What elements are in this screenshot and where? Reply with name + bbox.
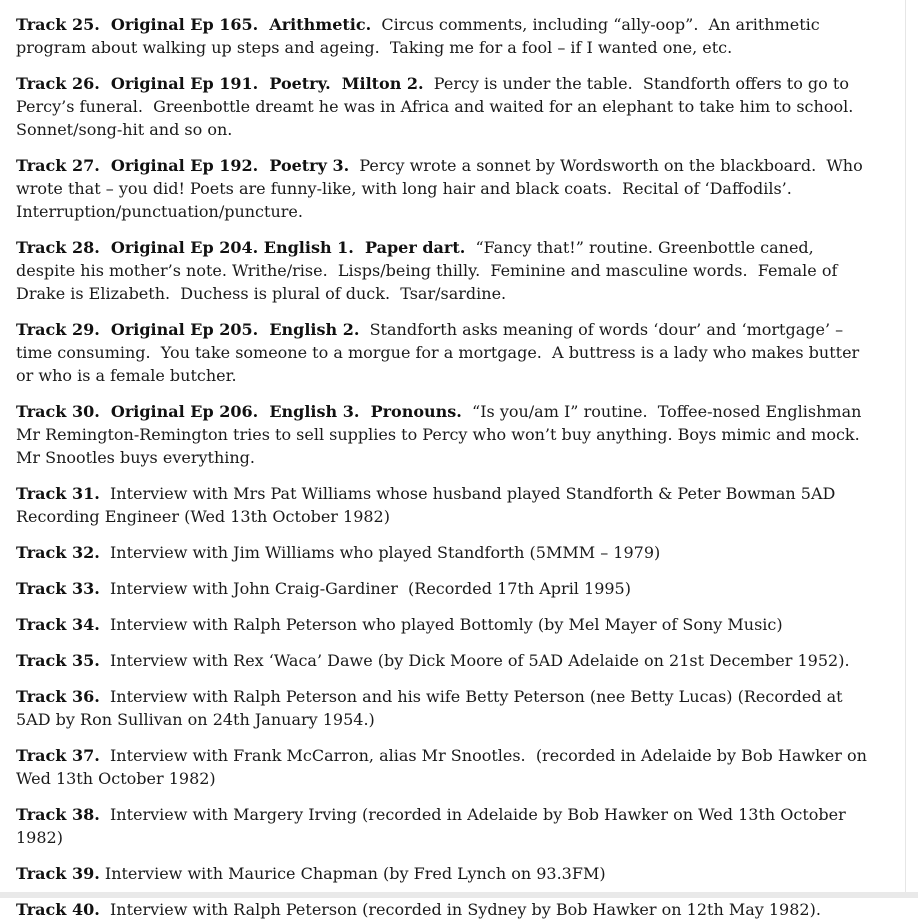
track-body: Standforth asks meaning of words ‘dour’ and ‘mortgage’ – time consuming. You take someone to a morgue for a mortgage. A buttress is a lady who makes butter or who is a female butcher. xyxy=(16,320,865,385)
track-entry xyxy=(16,803,876,849)
track-heading: Track 37. xyxy=(16,746,100,765)
track-entry xyxy=(16,649,876,672)
track-entry xyxy=(16,541,876,564)
track-heading: Track 38. xyxy=(16,805,100,824)
track-body: Interview with Rex ‘Waca’ Dawe (by Dick Moore of 5AD Adelaide on 21st December 1952). xyxy=(99,651,850,670)
track-body: Interview with Jim Williams who played Standforth (5MMM – 1979) xyxy=(99,543,661,562)
track-heading: Track 32. xyxy=(16,543,100,562)
track-heading: Track 39. xyxy=(16,864,100,883)
track-heading: Track 26. Original Ep 191. Poetry. Milton 2. xyxy=(16,74,424,93)
track-entry xyxy=(16,862,876,885)
track-body: Percy is under the table. Standforth offers to go to Percy’s funeral. Greenbottle dreamt he was in Africa and waited for an elephant to take him to school. Sonnet/song-hit and so on. xyxy=(16,74,864,139)
track-heading: Track 34. xyxy=(16,615,100,634)
track-entry xyxy=(16,613,876,636)
track-entry xyxy=(16,72,876,141)
track-entry xyxy=(16,13,876,59)
track-body: Interview with Margery Irving (recorded in Adelaide by Bob Hawker on Wed 13th October 1982) xyxy=(16,805,851,847)
track-entry xyxy=(16,898,876,921)
track-body: Interview with Ralph Peterson and his wife Betty Peterson (nee Betty Lucas) (Recorded at 5AD by Ron Sullivan on 24th January 1954.) xyxy=(16,687,848,729)
track-entry xyxy=(16,400,876,469)
track-body: “Fancy that!” routine. Greenbottle caned, despite his mother’s note. Writhe/rise. Lisps/being thilly. Feminine and masculine words. Female of Drake is Elizabeth. Duchess is plural of duck. Tsar/sardine. xyxy=(16,238,843,303)
track-body: Circus comments, including “ally-oop”. An arithmetic program about walking up steps and ageing. Taking me for a fool – if I wanted one, etc. xyxy=(16,15,825,57)
track-entry xyxy=(16,482,876,528)
track-heading: Track 30. Original Ep 206. English 3. Pronouns. xyxy=(16,402,462,421)
track-body: Interview with John Craig-Gardiner (Recorded 17th April 1995) xyxy=(99,579,631,598)
track-body: “Is you/am I” routine. Toffee-nosed Englishman Mr Remington-Remington tries to sell supplies to Percy who won’t buy anything. Boys mimic and mock. Mr Snootles buys everything. xyxy=(16,402,870,467)
track-heading: Track 25. Original Ep 165. Arithmetic. xyxy=(16,15,372,34)
track-heading: Track 31. xyxy=(16,484,100,503)
track-body: Interview with Maurice Chapman (by Fred Lynch on 93.3FM) xyxy=(99,864,606,883)
track-heading: Track 33. xyxy=(16,579,100,598)
track-body: Interview with Ralph Peterson who played Bottomly (by Mel Mayer of Sony Music) xyxy=(99,615,783,634)
track-body: Percy wrote a sonnet by Wordsworth on the blackboard. Who wrote that – you did! Poets are funny-like, with long hair and black coats. Recital of ‘Daffodils’. Interruption/punctuation/puncture. xyxy=(16,156,868,221)
track-heading: Track 40. xyxy=(16,900,100,919)
track-heading: Track 36. xyxy=(16,687,100,706)
track-entry xyxy=(16,318,876,387)
track-heading: Track 35. xyxy=(16,651,100,670)
track-body: Interview with Ralph Peterson (recorded in Sydney by Bob Hawker on 12th May 1982). xyxy=(99,900,821,919)
track-heading: Track 27. Original Ep 192. Poetry 3. xyxy=(16,156,350,175)
track-entry xyxy=(16,744,876,790)
track-entry xyxy=(16,236,876,305)
track-heading: Track 29. Original Ep 205. English 2. xyxy=(16,320,360,339)
track-body: Interview with Frank McCarron, alias Mr Snootles. (recorded in Adelaide by Bob Hawker on Wed 13th October 1982) xyxy=(16,746,872,788)
track-entry xyxy=(16,154,876,223)
track-entry xyxy=(16,577,876,600)
track-heading: Track 28. Original Ep 204. English 1. Paper dart. xyxy=(16,238,466,257)
track-entry xyxy=(16,685,876,731)
track-body: Interview with Mrs Pat Williams whose husband played Standforth & Peter Bowman 5AD Recording Engineer (Wed 13th October 1982) xyxy=(16,484,841,526)
